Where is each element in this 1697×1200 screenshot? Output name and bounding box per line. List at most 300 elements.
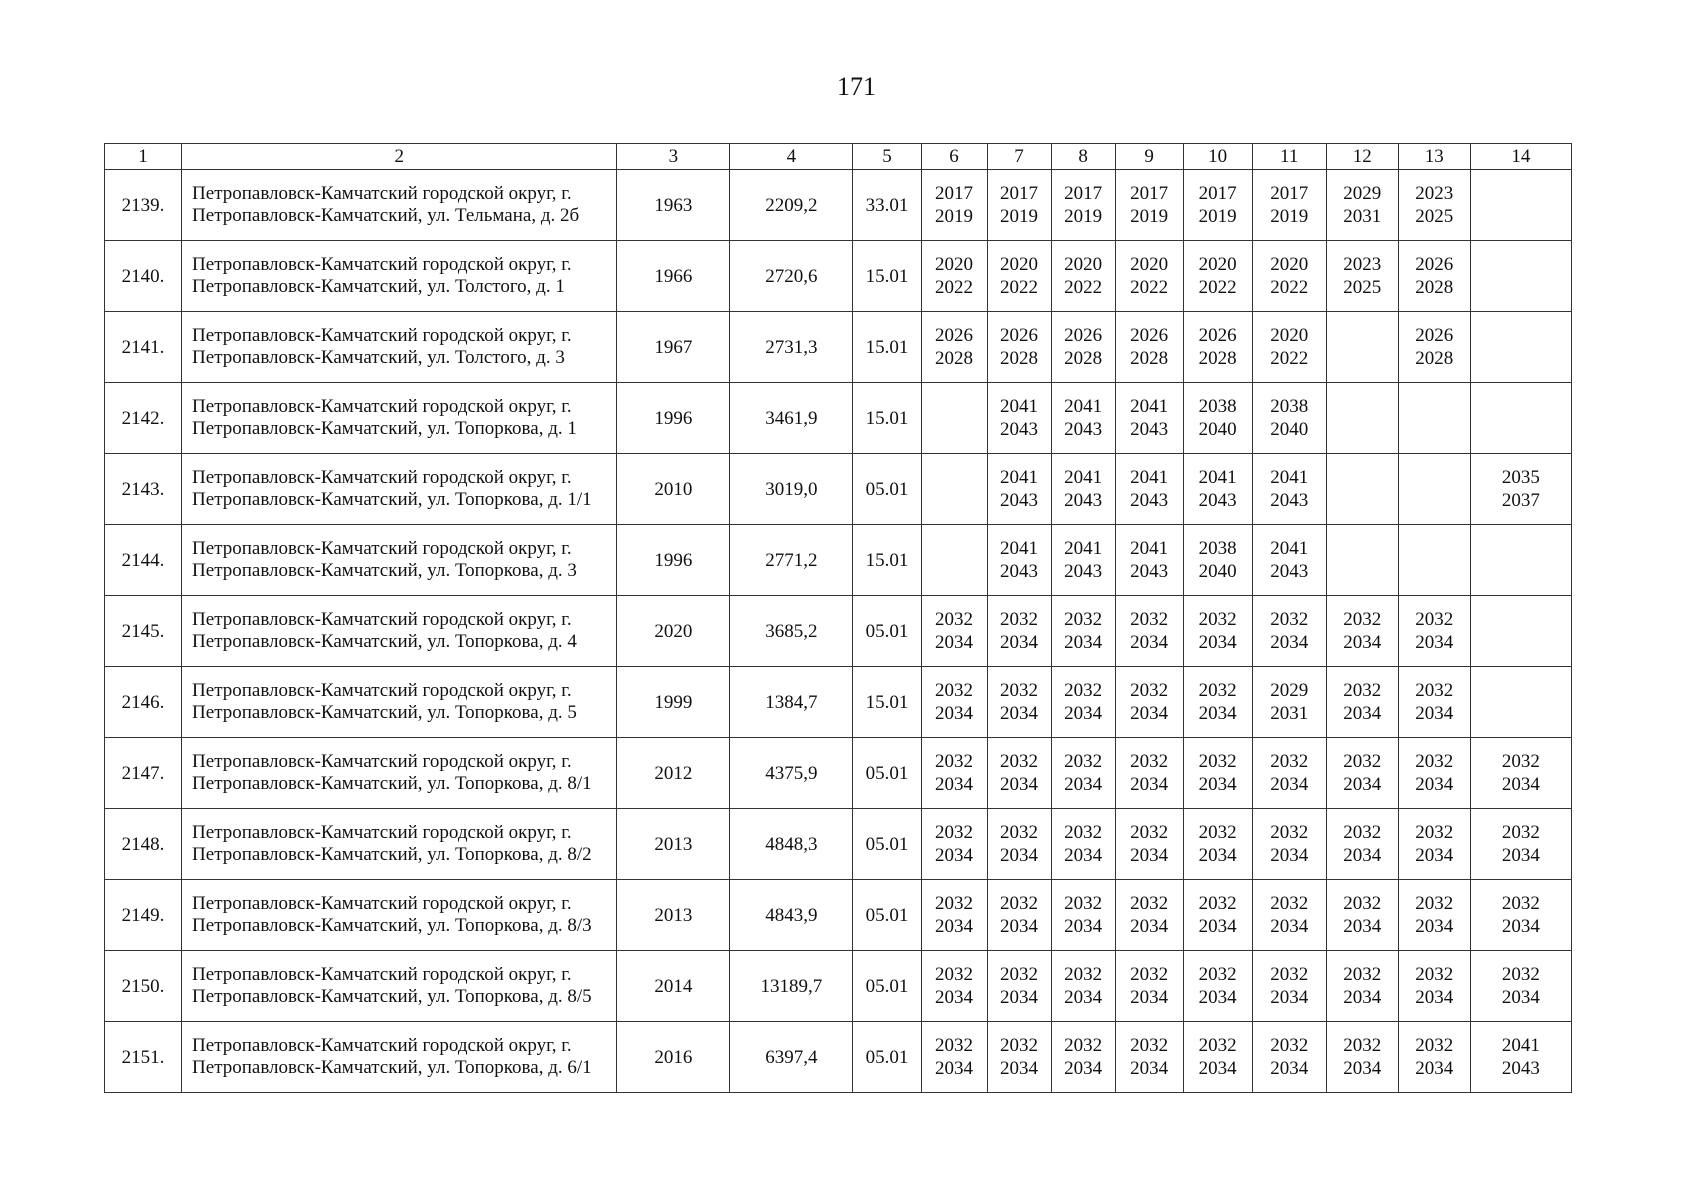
period-cell xyxy=(1051,312,1115,383)
period-end: 2034 xyxy=(1198,916,1237,937)
period-end: 2034 xyxy=(1343,703,1382,724)
period-start: 2032 xyxy=(1064,893,1103,914)
column-header: 10 xyxy=(1183,144,1252,170)
period-cell xyxy=(1051,667,1115,738)
area-cell: 1384,7 xyxy=(730,667,853,738)
column-header: 2 xyxy=(182,144,617,170)
address-cell: Петропавловск-Камчатский городской округ, г. Петропавловск-Камчатский, ул. Толстого, д. 1 xyxy=(182,241,617,312)
period-start: 2020 xyxy=(935,254,974,275)
period-start: 2032 xyxy=(1415,751,1454,772)
period-end: 2019 xyxy=(1130,206,1169,227)
period-cell xyxy=(921,383,987,454)
period-cell xyxy=(1398,1022,1470,1093)
register-table xyxy=(104,143,1572,1093)
table-row xyxy=(105,596,1572,667)
row-number: 2151. xyxy=(105,1022,182,1093)
period-end: 2022 xyxy=(1198,277,1237,298)
period-end: 2043 xyxy=(1064,490,1103,511)
period-end: 2034 xyxy=(1415,845,1454,866)
period-start: 2023 xyxy=(1415,183,1454,204)
period-start: 2041 xyxy=(1270,538,1309,559)
column-header: 12 xyxy=(1326,144,1398,170)
table-row xyxy=(105,170,1572,241)
period-start: 2041 xyxy=(1000,467,1039,488)
table-row xyxy=(105,738,1572,809)
year-built-cell: 1996 xyxy=(617,525,730,596)
period-start: 2032 xyxy=(1000,680,1039,701)
period-end: 2043 xyxy=(1000,419,1039,440)
period-end: 2034 xyxy=(1343,987,1382,1008)
period-cell xyxy=(1470,241,1571,312)
period-cell xyxy=(1470,454,1571,525)
area-cell: 4843,9 xyxy=(730,880,853,951)
period-cell xyxy=(1051,525,1115,596)
period-cell xyxy=(987,809,1051,880)
period-start: 2032 xyxy=(935,1035,974,1056)
period-cell xyxy=(1252,454,1326,525)
period-start: 2026 xyxy=(935,325,974,346)
period-end: 2034 xyxy=(1064,845,1103,866)
period-end: 2034 xyxy=(1000,703,1039,724)
period-end: 2019 xyxy=(1064,206,1103,227)
period-end: 2031 xyxy=(1270,703,1309,724)
period-start: 2041 xyxy=(1130,396,1169,417)
period-end: 2037 xyxy=(1501,490,1540,511)
year-built-cell: 2012 xyxy=(617,738,730,809)
period-cell xyxy=(1115,241,1183,312)
area-cell: 13189,7 xyxy=(730,951,853,1022)
period-end: 2019 xyxy=(935,206,974,227)
period-end: 2034 xyxy=(935,1058,974,1079)
period-cell xyxy=(987,312,1051,383)
period-cell xyxy=(1183,525,1252,596)
period-end: 2034 xyxy=(1270,987,1309,1008)
period-end: 2034 xyxy=(1343,845,1382,866)
period-start: 2032 xyxy=(1000,964,1039,985)
period-end: 2043 xyxy=(1198,490,1237,511)
period-start: 2026 xyxy=(1064,325,1103,346)
period-cell xyxy=(1398,809,1470,880)
period-cell xyxy=(1326,880,1398,951)
period-end: 2043 xyxy=(1064,561,1103,582)
code-cell: 05.01 xyxy=(853,454,921,525)
year-built-cell: 1967 xyxy=(617,312,730,383)
period-cell xyxy=(921,880,987,951)
column-header: 1 xyxy=(105,144,182,170)
period-cell xyxy=(987,738,1051,809)
period-start: 2032 xyxy=(1130,609,1169,630)
period-cell xyxy=(1252,170,1326,241)
header-row xyxy=(105,144,1572,170)
period-end: 2034 xyxy=(1501,774,1540,795)
period-cell xyxy=(1398,667,1470,738)
area-cell: 3685,2 xyxy=(730,596,853,667)
period-start: 2032 xyxy=(1415,893,1454,914)
period-end: 2034 xyxy=(1501,916,1540,937)
period-cell xyxy=(1051,170,1115,241)
column-header: 6 xyxy=(921,144,987,170)
period-cell xyxy=(1326,312,1398,383)
address-cell: Петропавловск-Камчатский городской округ, г. Петропавловск-Камчатский, ул. Топоркова, д. 3 xyxy=(182,525,617,596)
period-end: 2034 xyxy=(1501,845,1540,866)
address-cell: Петропавловск-Камчатский городской округ, г. Петропавловск-Камчатский, ул. Толстого, д. 3 xyxy=(182,312,617,383)
year-built-cell: 1963 xyxy=(617,170,730,241)
period-cell xyxy=(1398,738,1470,809)
period-start: 2041 xyxy=(1501,1035,1540,1056)
period-cell xyxy=(921,1022,987,1093)
column-header: 14 xyxy=(1470,144,1571,170)
period-start: 2032 xyxy=(1270,751,1309,772)
period-start: 2041 xyxy=(1130,467,1169,488)
period-start: 2041 xyxy=(1000,396,1039,417)
period-start: 2017 xyxy=(1270,183,1309,204)
period-end: 2022 xyxy=(1000,277,1039,298)
row-number: 2149. xyxy=(105,880,182,951)
period-start: 2041 xyxy=(1000,538,1039,559)
period-cell xyxy=(1470,596,1571,667)
area-cell: 2209,2 xyxy=(730,170,853,241)
period-start: 2020 xyxy=(1198,254,1237,275)
period-end: 2034 xyxy=(1130,774,1169,795)
period-cell xyxy=(1183,454,1252,525)
period-end: 2022 xyxy=(1270,277,1309,298)
period-cell xyxy=(921,241,987,312)
period-end: 2043 xyxy=(1501,1058,1540,1079)
address-cell: Петропавловск-Камчатский городской округ, г. Петропавловск-Камчатский, ул. Топоркова, д. 1/1 xyxy=(182,454,617,525)
period-start: 2032 xyxy=(1501,822,1540,843)
table-row xyxy=(105,525,1572,596)
period-start: 2032 xyxy=(1000,1035,1039,1056)
table-row xyxy=(105,241,1572,312)
period-end: 2034 xyxy=(935,845,974,866)
period-end: 2022 xyxy=(1064,277,1103,298)
row-number: 2148. xyxy=(105,809,182,880)
period-cell xyxy=(1252,383,1326,454)
period-cell xyxy=(1398,525,1470,596)
column-header: 4 xyxy=(730,144,853,170)
period-end: 2025 xyxy=(1343,277,1382,298)
period-start: 2041 xyxy=(1064,538,1103,559)
period-end: 2034 xyxy=(1198,774,1237,795)
period-end: 2019 xyxy=(1198,206,1237,227)
row-number: 2145. xyxy=(105,596,182,667)
period-start: 2032 xyxy=(1000,822,1039,843)
row-number: 2144. xyxy=(105,525,182,596)
column-header: 7 xyxy=(987,144,1051,170)
period-end: 2034 xyxy=(1130,845,1169,866)
period-start: 2032 xyxy=(1064,964,1103,985)
period-start: 2032 xyxy=(1198,680,1237,701)
column-header: 11 xyxy=(1252,144,1326,170)
period-end: 2034 xyxy=(1270,916,1309,937)
period-start: 2032 xyxy=(1130,822,1169,843)
period-end: 2034 xyxy=(1000,774,1039,795)
address-cell: Петропавловск-Камчатский городской округ, г. Петропавловск-Камчатский, ул. Топоркова, д. 6/1 xyxy=(182,1022,617,1093)
period-end: 2028 xyxy=(1415,348,1454,369)
code-cell: 05.01 xyxy=(853,596,921,667)
code-cell: 05.01 xyxy=(853,738,921,809)
period-end: 2028 xyxy=(935,348,974,369)
period-cell xyxy=(987,951,1051,1022)
period-start: 2032 xyxy=(1343,680,1382,701)
period-cell xyxy=(1115,312,1183,383)
period-start: 2017 xyxy=(1000,183,1039,204)
table-body xyxy=(105,144,1572,1093)
period-start: 2032 xyxy=(935,964,974,985)
period-start: 2032 xyxy=(935,822,974,843)
period-cell xyxy=(1051,951,1115,1022)
period-end: 2034 xyxy=(1198,632,1237,653)
period-cell xyxy=(1115,1022,1183,1093)
period-start: 2020 xyxy=(1130,254,1169,275)
period-start: 2017 xyxy=(1064,183,1103,204)
period-start: 2029 xyxy=(1343,183,1382,204)
period-end: 2034 xyxy=(1198,845,1237,866)
period-cell xyxy=(987,454,1051,525)
period-cell xyxy=(1183,880,1252,951)
period-end: 2034 xyxy=(1415,987,1454,1008)
period-end: 2034 xyxy=(1130,1058,1169,1079)
period-end: 2034 xyxy=(1270,632,1309,653)
period-cell xyxy=(1470,383,1571,454)
period-cell xyxy=(1326,525,1398,596)
period-end: 2034 xyxy=(1064,703,1103,724)
period-start: 2017 xyxy=(1198,183,1237,204)
period-cell xyxy=(1326,170,1398,241)
period-start: 2026 xyxy=(1415,325,1454,346)
code-cell: 15.01 xyxy=(853,525,921,596)
period-start: 2032 xyxy=(1415,964,1454,985)
period-start: 2032 xyxy=(1130,1035,1169,1056)
period-cell xyxy=(1470,1022,1571,1093)
period-cell xyxy=(987,596,1051,667)
period-cell xyxy=(1183,809,1252,880)
period-cell xyxy=(921,596,987,667)
period-end: 2034 xyxy=(1415,632,1454,653)
period-cell xyxy=(987,525,1051,596)
period-start: 2017 xyxy=(1130,183,1169,204)
period-end: 2043 xyxy=(1130,490,1169,511)
code-cell: 15.01 xyxy=(853,667,921,738)
row-number: 2146. xyxy=(105,667,182,738)
address-cell: Петропавловск-Камчатский городской округ, г. Петропавловск-Камчатский, ул. Топоркова, д. 4 xyxy=(182,596,617,667)
period-cell xyxy=(921,312,987,383)
period-end: 2034 xyxy=(935,916,974,937)
row-number: 2139. xyxy=(105,170,182,241)
period-start: 2032 xyxy=(1415,822,1454,843)
period-end: 2034 xyxy=(1064,774,1103,795)
address-cell: Петропавловск-Камчатский городской округ, г. Петропавловск-Камчатский, ул. Топоркова, д. 8/1 xyxy=(182,738,617,809)
row-number: 2147. xyxy=(105,738,182,809)
period-end: 2043 xyxy=(1064,419,1103,440)
period-end: 2040 xyxy=(1198,419,1237,440)
period-end: 2034 xyxy=(1415,774,1454,795)
period-end: 2022 xyxy=(1270,348,1309,369)
period-start: 2032 xyxy=(1343,964,1382,985)
period-cell xyxy=(1183,951,1252,1022)
year-built-cell: 2016 xyxy=(617,1022,730,1093)
period-cell xyxy=(1252,951,1326,1022)
period-start: 2032 xyxy=(935,609,974,630)
row-number: 2142. xyxy=(105,383,182,454)
code-cell: 05.01 xyxy=(853,809,921,880)
period-cell xyxy=(1252,880,1326,951)
period-start: 2032 xyxy=(1270,964,1309,985)
period-cell xyxy=(1398,170,1470,241)
period-cell xyxy=(1115,951,1183,1022)
period-start: 2017 xyxy=(935,183,974,204)
table-row xyxy=(105,809,1572,880)
period-end: 2022 xyxy=(935,277,974,298)
period-start: 2032 xyxy=(1064,1035,1103,1056)
period-start: 2029 xyxy=(1270,680,1309,701)
table-row xyxy=(105,1022,1572,1093)
period-start: 2032 xyxy=(1198,609,1237,630)
period-cell xyxy=(1183,383,1252,454)
area-cell: 4375,9 xyxy=(730,738,853,809)
period-start: 2032 xyxy=(1343,893,1382,914)
address-cell: Петропавловск-Камчатский городской округ, г. Петропавловск-Камчатский, ул. Топоркова, д. 8/5 xyxy=(182,951,617,1022)
code-cell: 33.01 xyxy=(853,170,921,241)
period-end: 2034 xyxy=(1198,987,1237,1008)
code-cell: 05.01 xyxy=(853,1022,921,1093)
period-end: 2034 xyxy=(1501,987,1540,1008)
period-start: 2032 xyxy=(1130,680,1169,701)
period-start: 2032 xyxy=(1130,964,1169,985)
period-cell xyxy=(1470,312,1571,383)
period-cell xyxy=(1051,880,1115,951)
period-cell xyxy=(1252,596,1326,667)
period-cell xyxy=(1470,880,1571,951)
period-cell xyxy=(1183,738,1252,809)
period-cell xyxy=(1398,951,1470,1022)
period-start: 2032 xyxy=(1064,680,1103,701)
period-cell xyxy=(921,738,987,809)
period-end: 2034 xyxy=(1343,774,1382,795)
period-start: 2020 xyxy=(1270,325,1309,346)
period-cell xyxy=(987,1022,1051,1093)
period-cell xyxy=(1252,1022,1326,1093)
period-cell xyxy=(987,170,1051,241)
period-end: 2034 xyxy=(1270,845,1309,866)
period-cell xyxy=(1183,596,1252,667)
period-cell xyxy=(1051,1022,1115,1093)
period-end: 2028 xyxy=(1064,348,1103,369)
address-cell: Петропавловск-Камчатский городской округ, г. Петропавловск-Камчатский, ул. Топоркова, д. 8/2 xyxy=(182,809,617,880)
period-end: 2019 xyxy=(1270,206,1309,227)
period-end: 2034 xyxy=(1415,916,1454,937)
period-start: 2032 xyxy=(1415,609,1454,630)
period-cell xyxy=(1115,667,1183,738)
period-start: 2032 xyxy=(1198,893,1237,914)
table-row xyxy=(105,454,1572,525)
period-start: 2032 xyxy=(935,893,974,914)
year-built-cell: 2013 xyxy=(617,809,730,880)
period-start: 2020 xyxy=(1270,254,1309,275)
period-cell xyxy=(1252,312,1326,383)
period-end: 2025 xyxy=(1415,206,1454,227)
period-start: 2032 xyxy=(1198,822,1237,843)
period-cell xyxy=(921,667,987,738)
period-end: 2028 xyxy=(1000,348,1039,369)
period-cell xyxy=(1183,312,1252,383)
period-cell xyxy=(1183,170,1252,241)
period-end: 2019 xyxy=(1000,206,1039,227)
row-number: 2143. xyxy=(105,454,182,525)
row-number: 2140. xyxy=(105,241,182,312)
period-start: 2032 xyxy=(1000,751,1039,772)
period-cell xyxy=(921,454,987,525)
period-end: 2034 xyxy=(1198,1058,1237,1079)
period-start: 2032 xyxy=(1343,751,1382,772)
year-built-cell: 2014 xyxy=(617,951,730,1022)
period-cell xyxy=(1115,170,1183,241)
period-end: 2043 xyxy=(1000,490,1039,511)
period-start: 2026 xyxy=(1198,325,1237,346)
period-start: 2032 xyxy=(1415,680,1454,701)
period-cell xyxy=(1470,951,1571,1022)
period-cell xyxy=(1470,170,1571,241)
address-cell: Петропавловск-Камчатский городской округ, г. Петропавловск-Камчатский, ул. Топоркова, д. 5 xyxy=(182,667,617,738)
period-cell xyxy=(1470,525,1571,596)
period-start: 2032 xyxy=(1198,751,1237,772)
period-cell xyxy=(1051,383,1115,454)
period-cell xyxy=(1115,880,1183,951)
period-cell xyxy=(1398,596,1470,667)
period-cell xyxy=(1398,880,1470,951)
period-end: 2034 xyxy=(1000,632,1039,653)
period-start: 2038 xyxy=(1198,538,1237,559)
period-start: 2032 xyxy=(1000,609,1039,630)
period-end: 2034 xyxy=(1064,916,1103,937)
area-cell: 6397,4 xyxy=(730,1022,853,1093)
period-cell xyxy=(921,525,987,596)
period-end: 2022 xyxy=(1130,277,1169,298)
period-cell xyxy=(1252,809,1326,880)
period-cell xyxy=(987,880,1051,951)
year-built-cell: 2010 xyxy=(617,454,730,525)
period-end: 2034 xyxy=(1343,632,1382,653)
period-start: 2032 xyxy=(935,751,974,772)
period-cell xyxy=(1051,738,1115,809)
period-end: 2043 xyxy=(1130,419,1169,440)
area-cell: 2731,3 xyxy=(730,312,853,383)
column-header: 8 xyxy=(1051,144,1115,170)
period-cell xyxy=(987,667,1051,738)
column-header: 3 xyxy=(617,144,730,170)
period-cell xyxy=(1183,241,1252,312)
period-start: 2032 xyxy=(1270,822,1309,843)
period-cell xyxy=(1398,383,1470,454)
period-start: 2032 xyxy=(1343,1035,1382,1056)
period-cell xyxy=(1183,667,1252,738)
year-built-cell: 2020 xyxy=(617,596,730,667)
period-start: 2032 xyxy=(935,680,974,701)
period-cell xyxy=(1051,596,1115,667)
period-start: 2032 xyxy=(1130,893,1169,914)
period-cell xyxy=(1326,241,1398,312)
period-start: 2041 xyxy=(1064,396,1103,417)
address-cell: Петропавловск-Камчатский городской округ, г. Петропавловск-Камчатский, ул. Топоркова, д. 1 xyxy=(182,383,617,454)
period-cell xyxy=(1051,809,1115,880)
period-cell xyxy=(1115,383,1183,454)
period-start: 2032 xyxy=(1343,822,1382,843)
column-header: 9 xyxy=(1115,144,1183,170)
period-end: 2034 xyxy=(1064,632,1103,653)
period-cell xyxy=(1252,667,1326,738)
code-cell: 05.01 xyxy=(853,880,921,951)
row-number: 2150. xyxy=(105,951,182,1022)
